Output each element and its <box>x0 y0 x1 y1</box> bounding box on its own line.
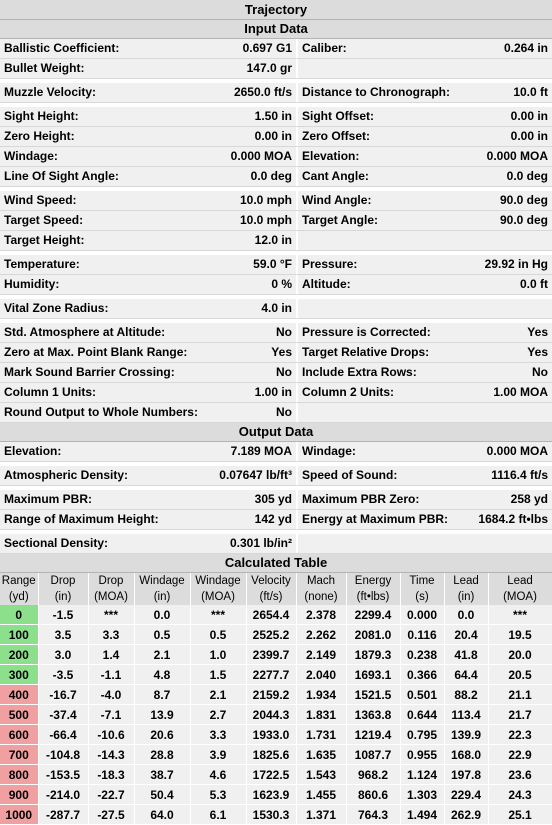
field-label: Vital Zone Radius: <box>4 301 109 315</box>
input-data-header: Input Data <box>0 20 552 39</box>
value-cell: -287.7 <box>38 805 88 825</box>
value-cell: 4.6 <box>190 765 246 785</box>
field-value: 7.189 MOA <box>200 442 298 461</box>
range-cell: 100 <box>0 625 38 645</box>
data-row <box>0 147 552 167</box>
range-cell: 200 <box>0 645 38 665</box>
field-label: Speed of Sound: <box>302 468 398 482</box>
column-title: Windage <box>134 573 190 589</box>
field-value: 2650.0 ft/s <box>200 83 298 102</box>
field-label: Line Of Sight Angle: <box>4 169 119 183</box>
value-cell: 2.040 <box>296 665 346 685</box>
field-value <box>458 59 552 78</box>
field-label: Muzzle Velocity: <box>4 85 97 99</box>
field-label: Std. Atmosphere at Altitude: <box>4 325 166 339</box>
value-cell: -1.5 <box>38 605 88 625</box>
field-label: Elevation: <box>4 444 62 458</box>
field-value: 1684.2 ft•lbs <box>478 512 548 526</box>
column-unit: (MOA) <box>190 589 246 605</box>
value-cell: -37.4 <box>38 705 88 725</box>
data-row <box>0 466 552 486</box>
field-value: 0.0 deg <box>506 169 548 183</box>
field-label: Humidity: <box>4 277 60 291</box>
field-value <box>458 231 552 250</box>
data-row <box>0 255 552 275</box>
field-label: Maximum PBR: <box>4 492 93 506</box>
value-cell: 1.934 <box>296 685 346 705</box>
value-cell: 25.1 <box>488 805 552 825</box>
column-unit-row <box>0 589 552 605</box>
value-cell: 1693.1 <box>346 665 400 685</box>
value-cell: -7.1 <box>88 705 134 725</box>
range-cell: 600 <box>0 725 38 745</box>
value-cell: 860.6 <box>346 785 400 805</box>
value-cell: -22.7 <box>88 785 134 805</box>
column-unit: (none) <box>296 589 346 605</box>
calculated-table <box>0 573 552 825</box>
column-unit: (MOA) <box>88 589 134 605</box>
value-cell: -16.7 <box>38 685 88 705</box>
value-cell: -1.1 <box>88 665 134 685</box>
field-label: Caliber: <box>302 41 347 55</box>
column-unit: (yd) <box>0 589 38 605</box>
field-value: 0.697 G1 <box>200 39 298 58</box>
range-cell: 400 <box>0 685 38 705</box>
field-label: Include Extra Rows: <box>302 365 417 379</box>
field-value: 10.0 ft <box>513 85 548 99</box>
column-unit: (in) <box>134 589 190 605</box>
column-unit: (in) <box>444 589 488 605</box>
table-row <box>0 605 552 625</box>
table-row <box>0 625 552 645</box>
field-value: Yes <box>200 343 298 362</box>
field-label: Range of Maximum Height: <box>4 512 159 526</box>
field-value: 0.0 ft <box>519 277 548 291</box>
page-title: Trajectory <box>0 0 552 20</box>
value-cell: -104.8 <box>38 745 88 765</box>
field-label: Wind Angle: <box>302 193 372 207</box>
value-cell: 2.149 <box>296 645 346 665</box>
field-value: No <box>200 403 298 422</box>
data-row <box>0 383 552 403</box>
value-cell: 1.5 <box>190 665 246 685</box>
value-cell: 1623.9 <box>246 785 296 805</box>
field-value: 0.000 MOA <box>486 444 548 458</box>
field-label: Elevation: <box>302 149 360 163</box>
value-cell: 1.543 <box>296 765 346 785</box>
range-cell: 0 <box>0 605 38 625</box>
value-cell: 0.000 <box>400 605 444 625</box>
field-label: Mark Sound Barrier Crossing: <box>4 365 175 379</box>
value-cell: 3.9 <box>190 745 246 765</box>
column-title: Windage <box>190 573 246 589</box>
data-row <box>0 299 552 319</box>
field-value: 0.301 lb/in² <box>200 534 298 553</box>
value-cell: 1087.7 <box>346 745 400 765</box>
field-value: 12.0 in <box>200 231 298 250</box>
value-cell: 0.5 <box>190 625 246 645</box>
value-cell: 2.7 <box>190 705 246 725</box>
range-cell: 500 <box>0 705 38 725</box>
table-row <box>0 685 552 705</box>
value-cell: 20.4 <box>444 625 488 645</box>
value-cell: *** <box>488 605 552 625</box>
value-cell: 113.4 <box>444 705 488 725</box>
value-cell: *** <box>190 605 246 625</box>
column-unit: (ft•lbs) <box>346 589 400 605</box>
value-cell: 24.3 <box>488 785 552 805</box>
field-label: Cant Angle: <box>302 169 369 183</box>
range-cell: 700 <box>0 745 38 765</box>
field-value <box>458 534 552 553</box>
field-label: Temperature: <box>4 257 80 271</box>
data-row <box>0 490 552 510</box>
value-cell: 0.116 <box>400 625 444 645</box>
value-cell: 13.9 <box>134 705 190 725</box>
field-label <box>298 299 458 318</box>
value-cell: 1.371 <box>296 805 346 825</box>
field-label <box>298 231 458 250</box>
field-value: 10.0 mph <box>200 211 298 230</box>
field-label: Target Speed: <box>4 213 84 227</box>
field-value: 29.92 in Hg <box>484 257 548 271</box>
column-title: Lead <box>444 573 488 589</box>
value-cell: 1825.6 <box>246 745 296 765</box>
value-cell: 1.494 <box>400 805 444 825</box>
value-cell: 2.262 <box>296 625 346 645</box>
field-label: Ballistic Coefficient: <box>4 41 120 55</box>
value-cell: -18.3 <box>88 765 134 785</box>
value-cell: 2044.3 <box>246 705 296 725</box>
value-cell: 0.644 <box>400 705 444 725</box>
value-cell: 3.5 <box>38 625 88 645</box>
value-cell: 28.8 <box>134 745 190 765</box>
field-value: No <box>532 365 548 379</box>
field-label: Energy at Maximum PBR: <box>302 512 449 526</box>
field-label <box>298 403 458 422</box>
data-row <box>0 275 552 295</box>
field-label <box>298 59 458 78</box>
column-title: Velocity <box>246 573 296 589</box>
field-value: 1116.4 ft/s <box>491 468 548 482</box>
data-row <box>0 231 552 251</box>
data-row <box>0 323 552 343</box>
field-value: 258 yd <box>510 492 548 506</box>
value-cell: 168.0 <box>444 745 488 765</box>
value-cell: 2299.4 <box>346 605 400 625</box>
value-cell: 50.4 <box>134 785 190 805</box>
table-row <box>0 705 552 725</box>
field-value: 59.0 °F <box>200 255 298 274</box>
field-value: 0.00 in <box>510 129 548 143</box>
value-cell: -14.3 <box>88 745 134 765</box>
value-cell: 41.8 <box>444 645 488 665</box>
field-label: Target Relative Drops: <box>302 345 430 359</box>
value-cell: 0.955 <box>400 745 444 765</box>
field-value <box>458 403 552 422</box>
data-row <box>0 107 552 127</box>
value-cell: -153.5 <box>38 765 88 785</box>
value-cell: 88.2 <box>444 685 488 705</box>
value-cell: 2654.4 <box>246 605 296 625</box>
value-cell: 1.455 <box>296 785 346 805</box>
value-cell: 0.238 <box>400 645 444 665</box>
field-value: 90.0 deg <box>499 213 548 227</box>
field-value: 10.0 mph <box>200 191 298 210</box>
data-row <box>0 442 552 462</box>
data-row <box>0 59 552 79</box>
value-cell: 1530.3 <box>246 805 296 825</box>
data-row <box>0 403 552 423</box>
value-cell: 2277.7 <box>246 665 296 685</box>
value-cell: 1521.5 <box>346 685 400 705</box>
field-label: Bullet Weight: <box>4 61 85 75</box>
value-cell: -66.4 <box>38 725 88 745</box>
value-cell: 1933.0 <box>246 725 296 745</box>
value-cell: 262.9 <box>444 805 488 825</box>
data-row <box>0 211 552 231</box>
field-label: Pressure: <box>302 257 358 271</box>
range-cell: 1000 <box>0 805 38 825</box>
field-label: Pressure is Corrected: <box>302 325 431 339</box>
column-unit: (MOA) <box>488 589 552 605</box>
value-cell: 19.5 <box>488 625 552 645</box>
data-row <box>0 191 552 211</box>
value-cell: -10.6 <box>88 725 134 745</box>
value-cell: 3.0 <box>38 645 88 665</box>
field-value: 0.00 in <box>200 127 298 146</box>
field-value: No <box>200 323 298 342</box>
column-unit: (s) <box>400 589 444 605</box>
field-label: Distance to Chronograph: <box>302 85 451 99</box>
range-cell: 800 <box>0 765 38 785</box>
range-cell: 300 <box>0 665 38 685</box>
value-cell: 22.3 <box>488 725 552 745</box>
field-value: 1.00 MOA <box>493 385 548 399</box>
output-data-section <box>0 442 552 554</box>
field-label <box>298 534 458 553</box>
value-cell: 1.303 <box>400 785 444 805</box>
column-title: Energy <box>346 573 400 589</box>
value-cell: 2081.0 <box>346 625 400 645</box>
value-cell: 197.8 <box>444 765 488 785</box>
value-cell: 1219.4 <box>346 725 400 745</box>
field-value: 0.00 in <box>510 109 548 123</box>
field-label: Altitude: <box>302 277 351 291</box>
table-row <box>0 765 552 785</box>
field-value: 0 % <box>200 275 298 294</box>
value-cell: 1.124 <box>400 765 444 785</box>
data-row <box>0 343 552 363</box>
value-cell: 1879.3 <box>346 645 400 665</box>
value-cell: 23.6 <box>488 765 552 785</box>
field-value: 1.00 in <box>200 383 298 402</box>
column-title: Drop <box>88 573 134 589</box>
field-label: Target Height: <box>4 233 85 247</box>
field-value: 142 yd <box>200 510 298 529</box>
table-row <box>0 745 552 765</box>
value-cell: 1.731 <box>296 725 346 745</box>
field-value: Yes <box>527 345 548 359</box>
value-cell: 38.7 <box>134 765 190 785</box>
value-cell: 2.378 <box>296 605 346 625</box>
field-value <box>458 299 552 318</box>
table-row <box>0 805 552 825</box>
value-cell: 1.0 <box>190 645 246 665</box>
value-cell: -4.0 <box>88 685 134 705</box>
data-row <box>0 39 552 59</box>
value-cell: 3.3 <box>88 625 134 645</box>
value-cell: 20.5 <box>488 665 552 685</box>
value-cell: 6.1 <box>190 805 246 825</box>
field-value: 1.50 in <box>200 107 298 126</box>
field-label: Round Output to Whole Numbers: <box>4 405 198 419</box>
column-title: Lead <box>488 573 552 589</box>
field-label: Target Angle: <box>302 213 379 227</box>
value-cell: 4.8 <box>134 665 190 685</box>
value-cell: 0.366 <box>400 665 444 685</box>
value-cell: 0.0 <box>134 605 190 625</box>
field-label: Wind Speed: <box>4 193 77 207</box>
value-cell: 2525.2 <box>246 625 296 645</box>
value-cell: 0.5 <box>134 625 190 645</box>
value-cell: 8.7 <box>134 685 190 705</box>
value-cell: 1.831 <box>296 705 346 725</box>
value-cell: 64.4 <box>444 665 488 685</box>
value-cell: 968.2 <box>346 765 400 785</box>
field-value: 0.0 deg <box>200 167 298 186</box>
field-label: Zero Height: <box>4 129 75 143</box>
value-cell: *** <box>88 605 134 625</box>
calculated-table-body <box>0 605 552 825</box>
field-label: Column 2 Units: <box>302 385 394 399</box>
table-row <box>0 665 552 685</box>
field-label: Sight Offset: <box>302 109 374 123</box>
data-row <box>0 127 552 147</box>
field-value: 147.0 gr <box>200 59 298 78</box>
column-title-row <box>0 573 552 589</box>
data-row <box>0 534 552 554</box>
column-unit: (in) <box>38 589 88 605</box>
column-unit: (ft/s) <box>246 589 296 605</box>
field-label: Zero Offset: <box>302 129 371 143</box>
field-label: Atmospheric Density: <box>4 468 129 482</box>
value-cell: 22.9 <box>488 745 552 765</box>
output-data-header: Output Data <box>0 423 552 442</box>
data-row <box>0 167 552 187</box>
column-title: Drop <box>38 573 88 589</box>
value-cell: 20.6 <box>134 725 190 745</box>
value-cell: 5.3 <box>190 785 246 805</box>
value-cell: 2399.7 <box>246 645 296 665</box>
table-row <box>0 785 552 805</box>
value-cell: 1722.5 <box>246 765 296 785</box>
field-value: 90.0 deg <box>499 193 548 207</box>
value-cell: 1.4 <box>88 645 134 665</box>
field-label: Maximum PBR Zero: <box>302 492 420 506</box>
field-value: 305 yd <box>200 490 298 509</box>
table-row <box>0 725 552 745</box>
calculated-table-head <box>0 573 552 605</box>
value-cell: 0.501 <box>400 685 444 705</box>
value-cell: 0.795 <box>400 725 444 745</box>
data-row <box>0 83 552 103</box>
input-data-section <box>0 39 552 423</box>
field-label: Windage: <box>302 444 356 458</box>
value-cell: 139.9 <box>444 725 488 745</box>
value-cell: 2159.2 <box>246 685 296 705</box>
field-value: 4.0 in <box>200 299 298 318</box>
value-cell: 21.7 <box>488 705 552 725</box>
value-cell: 21.1 <box>488 685 552 705</box>
field-value: No <box>200 363 298 382</box>
field-value: 0.000 MOA <box>486 149 548 163</box>
calculated-table-header: Calculated Table <box>0 554 552 573</box>
column-title: Time <box>400 573 444 589</box>
value-cell: 1363.8 <box>346 705 400 725</box>
value-cell: 20.0 <box>488 645 552 665</box>
range-cell: 900 <box>0 785 38 805</box>
data-row <box>0 510 552 530</box>
value-cell: 0.0 <box>444 605 488 625</box>
field-label: Sectional Density: <box>4 536 109 550</box>
field-value: Yes <box>527 325 548 339</box>
value-cell: -27.5 <box>88 805 134 825</box>
value-cell: 229.4 <box>444 785 488 805</box>
value-cell: 1.635 <box>296 745 346 765</box>
field-label: Zero at Max. Point Blank Range: <box>4 345 188 359</box>
value-cell: 64.0 <box>134 805 190 825</box>
field-label: Windage: <box>4 149 58 163</box>
field-label: Sight Height: <box>4 109 79 123</box>
column-title: Range <box>0 573 38 589</box>
value-cell: 3.3 <box>190 725 246 745</box>
field-value: 0.264 in <box>503 41 548 55</box>
value-cell: -3.5 <box>38 665 88 685</box>
value-cell: 2.1 <box>134 645 190 665</box>
column-title: Mach <box>296 573 346 589</box>
field-label: Column 1 Units: <box>4 385 96 399</box>
value-cell: 2.1 <box>190 685 246 705</box>
table-row <box>0 645 552 665</box>
data-row <box>0 363 552 383</box>
field-value: 0.000 MOA <box>200 147 298 166</box>
value-cell: -214.0 <box>38 785 88 805</box>
field-value: 0.07647 lb/ft³ <box>200 466 298 485</box>
value-cell: 764.3 <box>346 805 400 825</box>
